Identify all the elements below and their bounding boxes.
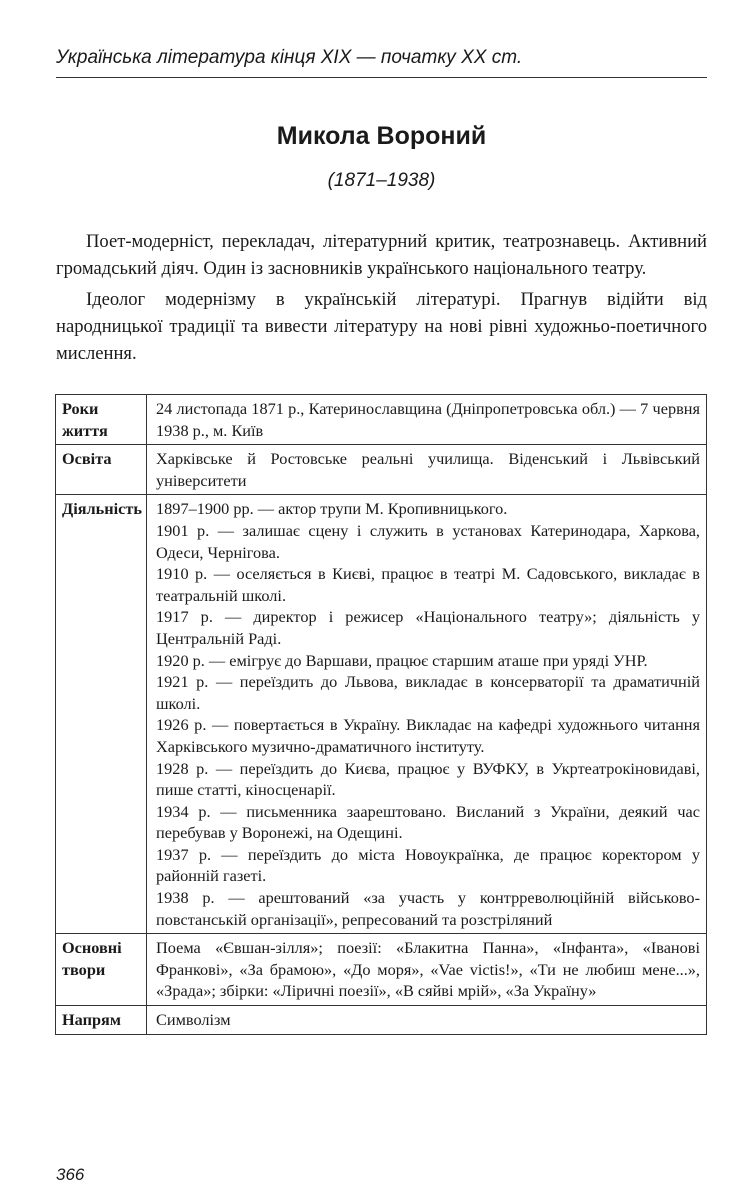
activity-entry: 1921 р. — переїздить до Львова, викладає в консерваторії та драматичній школі. <box>156 672 700 713</box>
activity-entry: 1938 р. — арештований «за участь у контрреволюційній військово-повстанській організації», репресований та розстріляний <box>156 888 700 929</box>
intro-paragraph: Ідеолог модернізму в українській літературі. Прагнув відійти від народницької традиції та вивести літературу на нові рівні художньо-поетичного мислення. <box>56 289 707 364</box>
life-years-text: (1871–1938) <box>327 170 436 191</box>
row-value: Поема «Євшан-зілля»; поезії: «Блакитна Панна», «Інфанта», «Іванові Франкові», «За брамою», «До моря», «Vae victis!», «Ти не любиш мене...», «Зрада»; збірки: «Ліричні поезії», «В сяйві мрій», «За Україну» <box>147 934 707 1006</box>
row-value: Символізм <box>147 1006 707 1035</box>
page-number: 366 <box>56 1165 85 1184</box>
running-header: Українська література кінця XIX — початку XX ст. <box>56 47 523 68</box>
header-rule <box>56 77 707 78</box>
activity-entry: 1937 р. — переїздить до міста Новоукраїнка, де працює коректором у районній газеті. <box>156 844 700 886</box>
row-label: Основні твори <box>56 934 147 1006</box>
intro-text <box>56 228 707 371</box>
activity-entry: 1901 р. — залишає сцену і служить в установах Катеринодара, Харкова, Одеси, Чернігова. <box>156 520 700 562</box>
activity-entry: 1928 р. — переїздить до Києва, працює у ВУФКУ, в Укртеатрокіновидаві, пише статті, кіносценарії. <box>156 758 700 800</box>
activity-entry: 1917 р. — директор і режисер «Національного театру»; діяльність у Центральній Раді. <box>156 607 700 648</box>
table-row <box>56 934 707 1006</box>
intro-paragraph: Поет-модерніст, перекладач, літературний критик, театрознавець. Активний громадський діяч. Один із засновників українського національного театру. <box>56 231 707 279</box>
row-label: Напрям <box>56 1006 147 1035</box>
activity-entry: 1934 р. — письменника заарештовано. Висланий з України, деякий час перебував у Воронежі, на Одещині. <box>156 801 700 843</box>
article-title: Микола Вороний <box>276 122 487 150</box>
table-row <box>56 1006 707 1035</box>
biography-table <box>55 394 707 1035</box>
activity-entry: 1897–1900 рр. — актор трупи М. Кропивницького. <box>156 499 508 519</box>
table-row <box>56 445 707 495</box>
row-value: 24 листопада 1871 р., Катеринославщина (Дніпропетровська обл.) — 7 червня 1938 р., м. Київ <box>147 395 707 445</box>
table-row <box>56 395 707 445</box>
row-label: Діяльність <box>56 495 147 934</box>
row-label: Освіта <box>56 445 147 495</box>
row-value: Харківське й Ростовське реальні училища. Віденський і Львівський університети <box>147 445 707 495</box>
table-row <box>56 495 707 934</box>
activity-entry: 1926 р. — повертається в Україну. Викладає на кафедрі художнього читання Харківського музично-драматичного інституту. <box>156 715 700 756</box>
activity-entry: 1910 р. — оселяється в Києві, працює в театрі М. Садовського, викладає в театральній школі. <box>156 564 700 605</box>
row-label: Роки життя <box>56 395 147 445</box>
row-value <box>147 495 707 934</box>
activity-entry: 1920 р. — емігрує до Варшави, працює старшим аташе при уряді УНР. <box>156 650 648 670</box>
life-years <box>56 166 707 196</box>
